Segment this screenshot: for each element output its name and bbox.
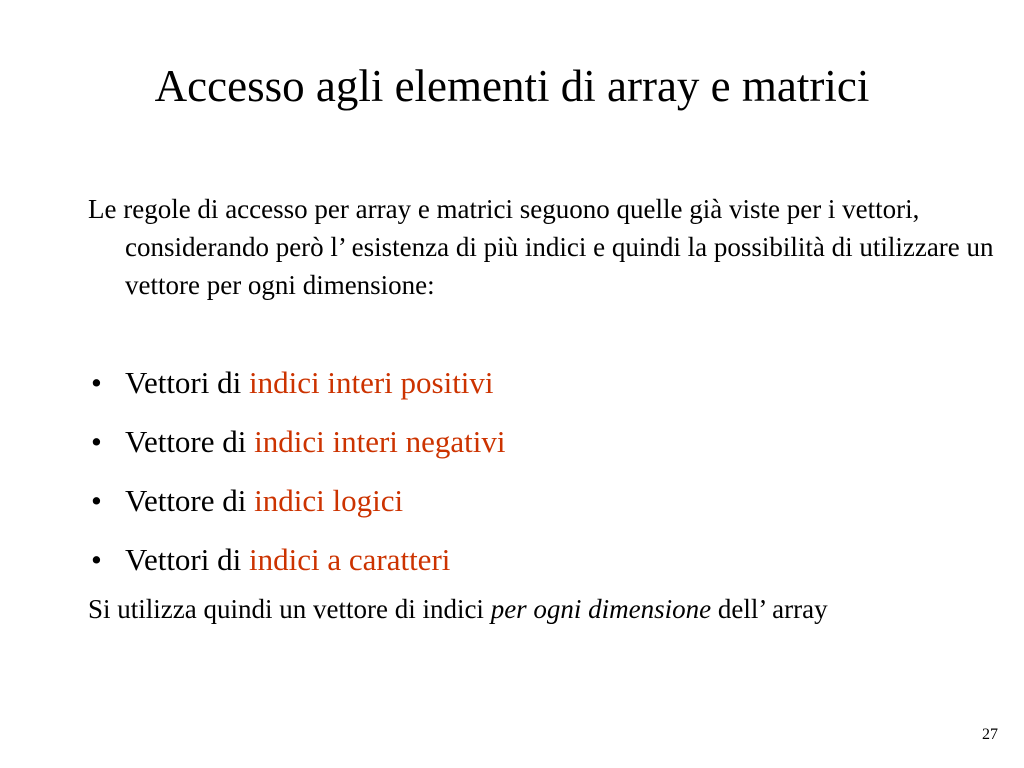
bullet-icon: • — [91, 483, 102, 518]
bullet-prefix: Vettore di — [125, 483, 255, 518]
closing-paragraph — [88, 590, 1005, 628]
bullet-icon: • — [91, 542, 102, 577]
bullet-prefix: Vettori di — [125, 365, 249, 400]
closing-text-before: Si utilizza quindi un vettore di indici — [88, 594, 491, 624]
bullet-prefix: Vettore di — [125, 424, 255, 459]
bullet-item-logical-indices — [88, 482, 968, 520]
bullet-highlight: indici a caratteri — [249, 542, 451, 577]
bullet-highlight: indici logici — [254, 483, 404, 518]
bullet-highlight: indici interi negativi — [254, 424, 506, 459]
page-number: 27 — [982, 726, 998, 743]
bullet-list — [88, 364, 968, 600]
bullet-item-positive-indices — [88, 364, 968, 402]
bullet-item-negative-indices — [88, 423, 968, 461]
bullet-item-character-indices — [88, 541, 968, 579]
closing-emphasis: per ogni dimensione — [490, 594, 712, 624]
intro-paragraph: Le regole di accesso per array e matrici seguono quelle già viste per i vettori, considerando però l’ esistenza di più indici e quindi la possibilità di utilizzare un vettore per ogni dimensione: — [88, 194, 994, 300]
bullet-prefix: Vettori di — [125, 542, 249, 577]
bullet-icon: • — [91, 424, 102, 459]
bullet-highlight: indici interi positivi — [249, 365, 494, 400]
bullet-icon: • — [91, 365, 102, 400]
closing-text-after: dell’ array — [711, 594, 828, 624]
slide-title: Accesso agli elementi di array e matrici — [154, 61, 870, 111]
